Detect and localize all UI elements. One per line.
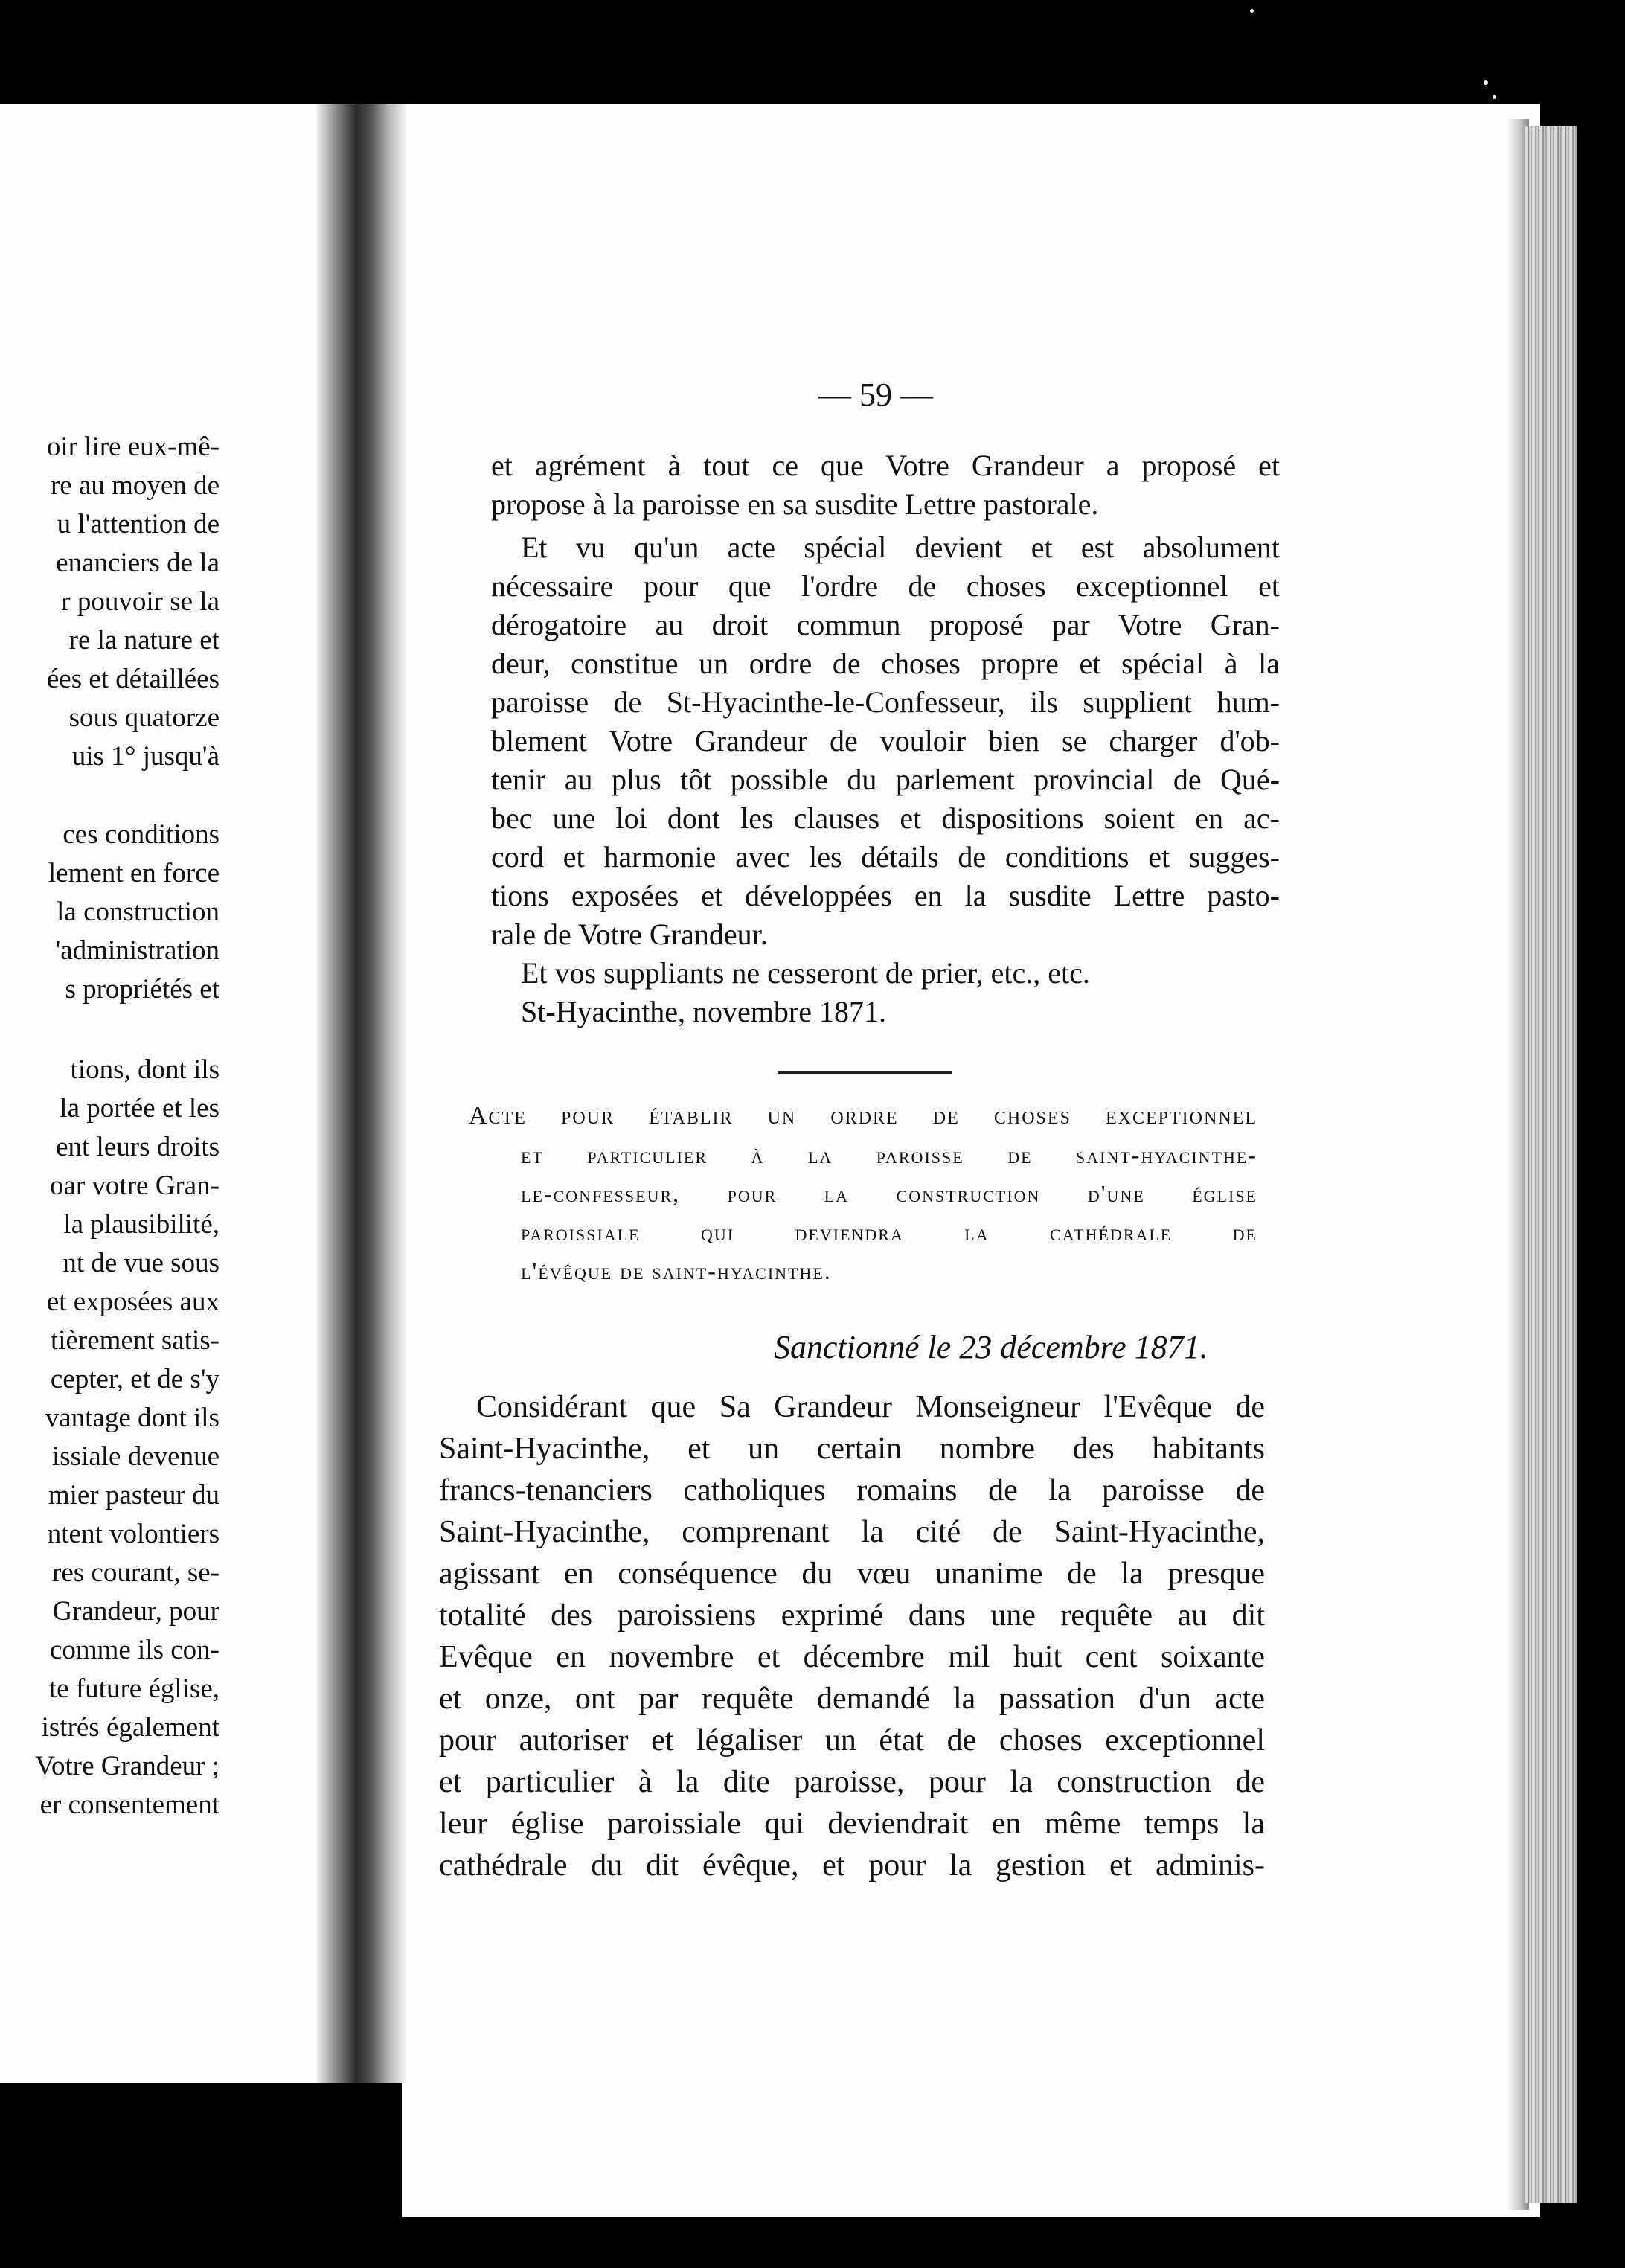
left-page-line: ces conditions	[62, 819, 219, 850]
body-text-line: tions exposées et développées en la susdite Lettre pasto-	[491, 879, 1280, 912]
body-text-line: leur église paroissiale qui deviendrait en même temps la	[439, 1807, 1265, 1841]
left-page-line: lement en force	[48, 858, 219, 888]
left-page-line: mier pasteur du	[48, 1480, 219, 1511]
left-page-line: issiale devenue	[52, 1441, 219, 1472]
left-page-line: sous quatorze	[68, 702, 219, 733]
left-page-line: oir lire eux-mê-	[46, 432, 219, 462]
left-page-line: ées et détaillées	[46, 664, 219, 694]
scan-speck	[1250, 9, 1254, 13]
body-text-line: blement Votre Grandeur de vouloir bien se charger d'ob-	[491, 724, 1280, 757]
body-text-line: cathédrale du dit évêque, et pour la gestion et adminis-	[439, 1848, 1265, 1883]
body-text-line: rale de Votre Grandeur.	[491, 917, 768, 951]
body-text-line: dérogatoire au droit commun proposé par Votre Gran-	[491, 608, 1280, 641]
left-page-line: cepter, et de s'y	[50, 1364, 219, 1394]
body-text-line: Et vos suppliants ne cesseront de prier, etc., etc.	[521, 956, 1090, 990]
body-text-line: tenir au plus tôt possible du parlement provincial de Qué-	[491, 763, 1280, 796]
act-title-line: paroissiale qui deviendra la cathédrale de	[521, 1219, 1257, 1246]
left-page-line: tièrement satis-	[50, 1325, 219, 1356]
left-page-line: r pouvoir se la	[61, 586, 219, 617]
page-number: — 59 —	[818, 377, 933, 413]
sanction-date: Sanctionné le 23 décembre 1871.	[774, 1329, 1208, 1365]
body-text-line: paroisse de St-Hyacinthe-le-Confesseur, ils supplient hum-	[491, 685, 1280, 719]
left-page-line: vantage dont ils	[45, 1403, 219, 1433]
left-page-line: s propriétés et	[65, 974, 219, 1005]
left-page-line: 'administration	[55, 935, 219, 966]
left-page-line: enanciers de la	[56, 548, 219, 578]
left-page	[0, 104, 320, 2083]
left-page-line: la portée et les	[60, 1093, 219, 1124]
left-page-line: re au moyen de	[50, 470, 219, 501]
body-text-line: pour autoriser et légaliser un état de choses exceptionnel	[439, 1723, 1265, 1758]
left-page-line: Grandeur, pour	[52, 1596, 219, 1627]
left-page-line: er consentement	[39, 1790, 219, 1820]
body-text-line: totalité des paroissiens exprimé dans une requête au dit	[439, 1598, 1265, 1633]
act-title-line: l'évêque de saint-hyacinthe.	[521, 1258, 832, 1284]
body-text-line: propose à la paroisse en sa susdite Lettre pastorale.	[491, 487, 1099, 521]
body-text-line: et onze, ont par requête demandé la passation d'un acte	[439, 1682, 1265, 1716]
scan-speck	[1484, 80, 1488, 85]
body-text-line: St-Hyacinthe, novembre 1871.	[521, 995, 886, 1028]
left-page-line: oar votre Gran-	[49, 1170, 219, 1201]
left-page-line: istrés également	[41, 1712, 219, 1743]
body-text-line: francs-tenanciers catholiques romains de la paroisse de	[439, 1473, 1265, 1508]
left-page-line: u l'attention de	[57, 509, 219, 539]
book-page-edge	[1525, 126, 1577, 2203]
act-title-line: et particulier à la paroisse de saint-hyacinthe-	[521, 1141, 1257, 1168]
left-page-line: res courant, se-	[52, 1557, 219, 1588]
left-page-line: te future église,	[48, 1673, 219, 1704]
left-page-line: tions, dont ils	[70, 1054, 219, 1085]
body-text-line: Saint-Hyacinthe, et un certain nombre des habitants	[439, 1432, 1265, 1466]
body-text-line: cord et harmonie avec les détails de conditions et sugges-	[491, 840, 1280, 874]
body-text-line: et particulier à la dite paroisse, pour la construction de	[439, 1765, 1265, 1799]
left-page-line: comme ils con-	[49, 1635, 219, 1665]
body-text-line: agissant en conséquence du vœu unanime de la presque	[439, 1557, 1265, 1591]
body-text-line: et agrément à tout ce que Votre Grandeur a proposé et	[491, 449, 1280, 482]
act-title-line: Acte pour établir un ordre de choses exceptionnel	[469, 1102, 1257, 1130]
body-text-line: Evêque en novembre et décembre mil huit cent soixante	[439, 1640, 1265, 1674]
body-text-line: Saint-Hyacinthe, comprenant la cité de Saint-Hyacinthe,	[439, 1515, 1265, 1549]
left-page-line: uis 1° jusqu'à	[71, 741, 219, 772]
body-text-line: bec une loi dont les clauses et dispositions soient en ac-	[491, 801, 1280, 835]
scan-speck	[1493, 95, 1496, 99]
left-page-line: la plausibilité,	[63, 1209, 219, 1240]
left-page-line: la construction	[57, 897, 219, 927]
section-divider	[778, 1071, 952, 1074]
left-page-line: re la nature et	[68, 625, 219, 656]
act-title-line: le-confesseur, pour la construction d'une église	[521, 1180, 1257, 1207]
body-text-line: nécessaire pour que l'ordre de choses exceptionnel et	[491, 569, 1280, 603]
body-text-line: deur, constitue un ordre de choses propre et spécial à la	[491, 647, 1280, 680]
left-page-line: ntent volontiers	[47, 1519, 219, 1549]
left-page-line: et exposées aux	[46, 1287, 219, 1317]
body-text-line: Considérant que Sa Grandeur Monseigneur l'Evêque de	[476, 1390, 1265, 1424]
left-page-line: Votre Grandeur ;	[35, 1751, 219, 1781]
book-gutter	[316, 104, 406, 2083]
left-page-line: ent leurs droits	[56, 1132, 219, 1162]
body-text-line: Et vu qu'un acte spécial devient et est absolument	[521, 531, 1280, 564]
left-page-line: nt de vue sous	[62, 1248, 219, 1278]
